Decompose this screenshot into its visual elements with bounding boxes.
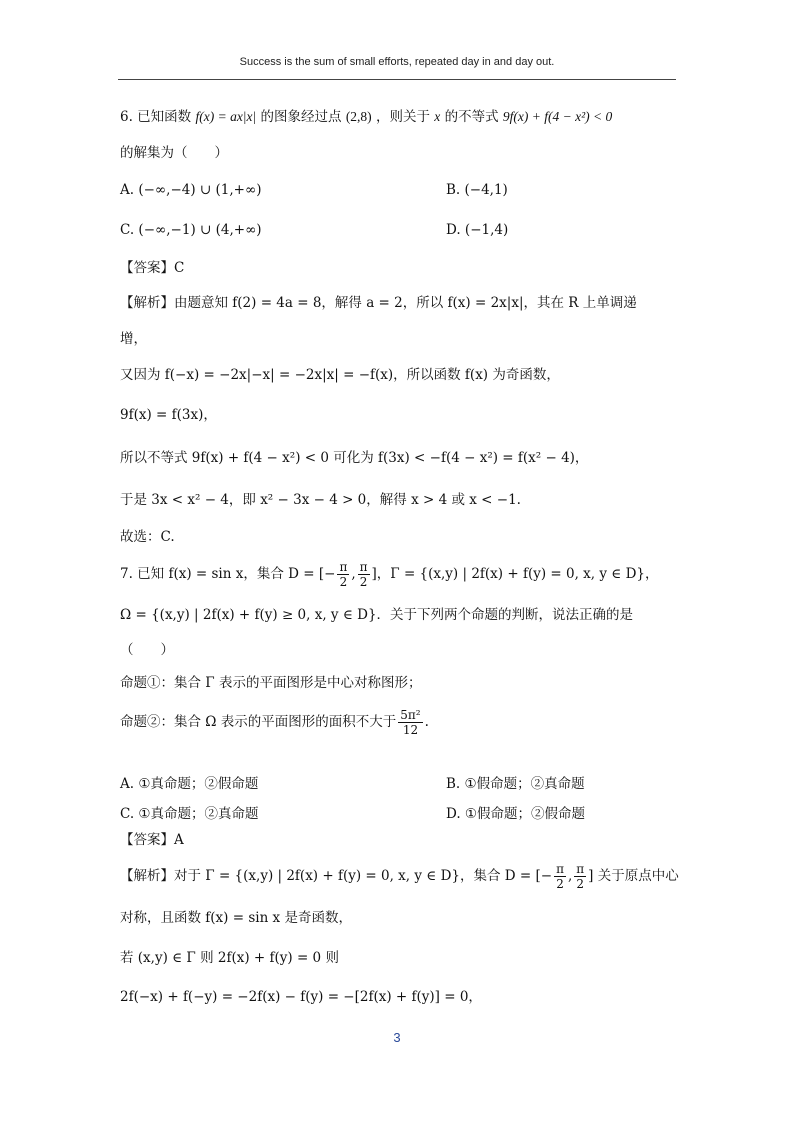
q6-stem-line1 — [120, 110, 612, 125]
q7-stem-part-c: ]，Γ = {(x,y) | 2f(x) + f(y) = 0, x, y ∈ D}， — [371, 566, 659, 582]
q6-option-a: A. (−∞,−4) ∪ (1,+∞) — [120, 182, 262, 198]
q7-analysis-fraction-2 — [574, 862, 586, 891]
q6-stem-prefix: 6. 已知函数 — [120, 109, 192, 125]
q7-analysis1-part-a: 【解析】对于 Γ = {(x,y) | 2f(x) + f(y) = 0, x, y ∈ D}，集合 D = [− — [120, 868, 553, 884]
q6-analysis-line1: 【解析】由题意知 f(2) = 4a = 8，解得 a = 2，所以 f(x) = 2x|x|，其在 R 上单调递 — [120, 295, 637, 311]
q7-analysis-fraction-1 — [554, 862, 566, 891]
page-header-motto: Success is the sum of small efforts, repeated day in and day out. — [239, 56, 555, 68]
q7-analysis1-part-c: ] 关于原点中心 — [588, 868, 679, 884]
q7-stem-line2: Ω = {(x,y) | 2f(x) + f(y) ≥ 0, x, y ∈ D}．关于下列两个命题的判断，说法正确的是 — [120, 607, 634, 623]
q6-var: x — [434, 109, 441, 124]
q7-fraction-1-num: π — [339, 560, 348, 574]
q7-option-d: D. ①假命题；②假命题 — [446, 806, 586, 822]
q7-fraction-2-num: π — [359, 560, 368, 574]
q6-answer: 【答案】C — [120, 260, 185, 276]
q7-analysis1-part-b: , — [567, 868, 573, 884]
q7-fraction-2-den: 2 — [359, 575, 368, 589]
q7-option-a: A. ①真命题；②假命题 — [120, 776, 259, 792]
q7-prop2-text: 命题②：集合 Ω 表示的平面图形的面积不大于 — [120, 714, 397, 730]
q7-proposition-1: 命题①：集合 Γ 表示的平面图形是中心对称图形； — [120, 675, 422, 691]
q7-fraction-2 — [358, 560, 370, 589]
q7-stem-part-b: , — [351, 566, 356, 582]
q7-proposition-2 — [120, 708, 429, 737]
q6-stem-line2: 的解集为（ ） — [120, 145, 228, 161]
q7-analysis-line3: 若 (x,y) ∈ Γ 则 2f(x) + f(y) = 0 则 — [120, 950, 339, 966]
q7-option-c: C. ①真命题；②真命题 — [120, 806, 259, 822]
q7-prop2-den: 12 — [402, 723, 419, 737]
q7-answer: 【答案】A — [120, 832, 184, 848]
q6-analysis-line3: 又因为 f(−x) = −2x|−x| = −2x|x| = −f(x)，所以函数 f(x) 为奇函数， — [120, 367, 560, 383]
q6-inequality: 9f(x) + f(4 − x²) < 0 — [502, 109, 613, 124]
q7-analysis-fraction-2-num: π — [576, 862, 585, 876]
q7-analysis-fraction-2-den: 2 — [576, 877, 585, 891]
q7-analysis-fraction-1-num: π — [556, 862, 564, 876]
page-number: 3 — [393, 1030, 401, 1045]
q6-function: f(x) = ax|x| — [195, 109, 257, 124]
q7-prop2-fraction — [398, 708, 422, 737]
q7-stem-part-a: 7. 已知 f(x) = sin x，集合 D = [− — [120, 566, 336, 582]
q6-option-d: D. (−1,4) — [446, 222, 509, 238]
q7-stem-line3: （ ） — [120, 642, 174, 658]
q7-fraction-1-den: 2 — [339, 575, 348, 589]
q7-fraction-1 — [337, 560, 349, 589]
q7-prop2-num: 5π² — [400, 708, 421, 722]
q6-analysis-line2: 增， — [120, 331, 147, 347]
q7-analysis-line4: 2f(−x) + f(−y) = −2f(x) − f(y) = −[2f(x) + f(y)] = 0， — [120, 989, 482, 1005]
q6-analysis-line7: 故选：C. — [120, 529, 175, 545]
q7-stem-line1 — [120, 560, 659, 589]
q6-analysis-line5: 所以不等式 9f(x) + f(4 − x²) < 0 可化为 f(3x) < −f(4 − x²) = f(x² − 4)， — [120, 450, 589, 466]
header-divider — [118, 79, 676, 80]
q7-option-b: B. ①假命题；②真命题 — [446, 776, 585, 792]
q6-stem-tail: 的不等式 — [444, 109, 499, 125]
q6-stem-suffix: ，则关于 — [375, 109, 430, 125]
q7-analysis-line2: 对称，且函数 f(x) = sin x 是奇函数， — [120, 910, 352, 926]
q7-analysis-line1 — [120, 862, 679, 891]
q6-analysis-line6: 于是 3x < x² − 4，即 x² − 3x − 4 > 0，解得 x > 4 或 x < −1. — [120, 492, 521, 508]
q6-analysis-line4: 9f(x) = f(3x)， — [120, 407, 217, 423]
q6-option-c: C. (−∞,−1) ∪ (4,+∞) — [120, 222, 262, 238]
q6-option-b: B. (−4,1) — [446, 182, 508, 198]
q7-analysis-fraction-1-den: 2 — [556, 877, 564, 891]
q6-stem-mid: 的图象经过点 — [260, 109, 342, 125]
q6-point: (2,8) — [345, 109, 372, 124]
q7-prop2-end: . — [424, 714, 429, 730]
